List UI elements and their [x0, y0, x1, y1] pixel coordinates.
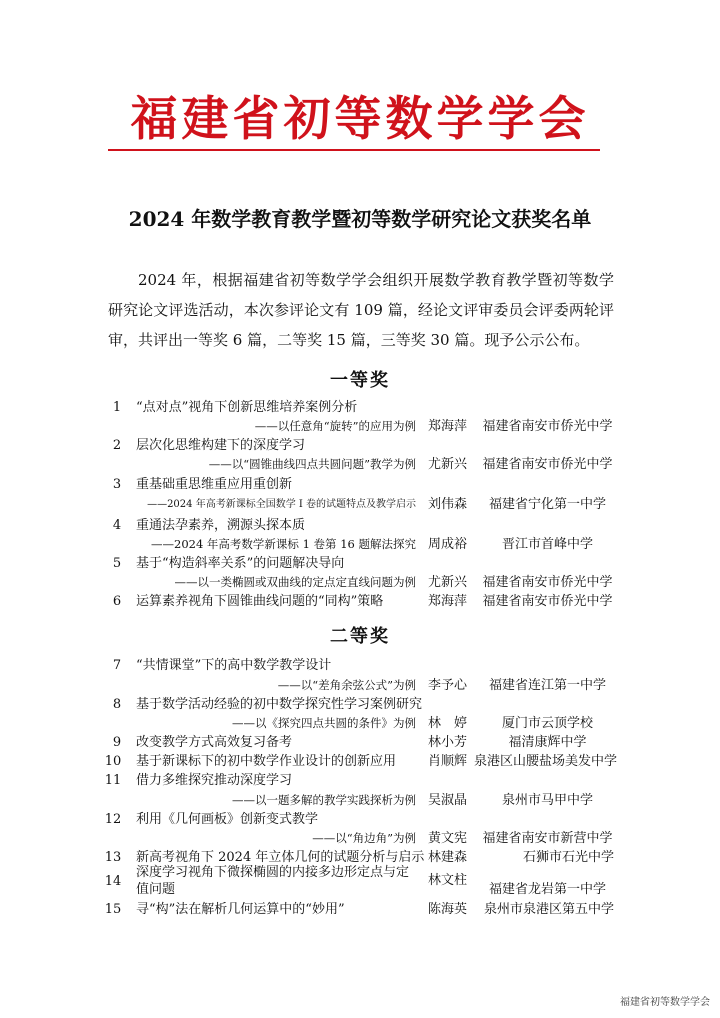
- entry-author: 李予心: [428, 678, 468, 693]
- entry-school: 福建省南安市新营中学: [482, 831, 613, 846]
- entry-subtitle: ——以“圆锥曲线四点共圆问题”教学为例: [208, 457, 416, 471]
- entry-title: “共情课堂”下的高中数学教学设计: [136, 658, 332, 673]
- entry-author: 林文柱: [428, 873, 468, 888]
- entry-school: 福建省连江第一中学: [488, 678, 606, 693]
- entry-number: 7: [112, 658, 122, 673]
- footer-watermark: 福建省初等数学学会: [620, 997, 710, 1008]
- entry-number: 11: [104, 773, 122, 788]
- entry-number: 14: [104, 874, 122, 889]
- entry-author: 林建森: [428, 850, 468, 865]
- entry-title: 基于数学活动经验的初中数学探究性学习案例研究: [136, 697, 423, 712]
- entry-number: 4: [112, 518, 122, 533]
- entry-title: 借力多维探究推动深度学习: [136, 773, 293, 788]
- entry-school: 福建省宁化第一中学: [488, 497, 606, 512]
- second-prize-heading: 二等奖: [330, 626, 390, 647]
- entry-author: 周成裕: [428, 537, 468, 552]
- entry-title: 重通法孕素养，溯源头探本质: [136, 518, 306, 533]
- entry-subtitle: ——以“角边角”为例: [312, 831, 416, 845]
- entry-subtitle: ——以一类椭圆或双曲线的定点定直线问题为例: [174, 575, 416, 589]
- entry-author: 尤新兴: [428, 575, 468, 590]
- entry-subtitle: ——以一题多解的教学实践探析为例: [232, 793, 416, 807]
- entry-title: 运算素养视角下圆锥曲线问题的“同构”策略: [136, 594, 384, 609]
- entry-author: 黄文宪: [428, 831, 468, 846]
- document-title: 2024 年数学教育教学暨初等数学研究论文获奖名单: [128, 207, 592, 231]
- entry-title: 改变教学方式高效复习备考: [136, 735, 293, 750]
- org-masthead: 福建省初等数学学会: [130, 92, 590, 147]
- entry-number: 2: [112, 438, 122, 453]
- entry-school: 福建省南安市侨光中学: [482, 457, 613, 472]
- entry-author: 林 婷: [428, 716, 468, 731]
- entry-number: 1: [112, 400, 122, 415]
- entry-number: 15: [104, 902, 122, 917]
- entry-title: 基于“构造斜率关系”的问题解决导向: [136, 556, 345, 571]
- entry-subtitle: ——以《探究四点共圆的条件》为例: [232, 716, 416, 730]
- entry-school: 福清康辉中学: [508, 735, 587, 750]
- entry-title: “点对点”视角下创新思维培养案例分析: [136, 400, 358, 415]
- first-prize-heading: 一等奖: [330, 370, 390, 391]
- entry-school: 石狮市石光中学: [522, 850, 614, 865]
- entry-title: 新高考视角下 2024 年立体几何的试题分析与启示: [136, 850, 425, 865]
- entry-title: 基于新课标下的初中数学作业设计的创新应用: [136, 754, 397, 769]
- entry-school: 福建省南安市侨光中学: [482, 594, 613, 609]
- entry-author: 刘伟森: [428, 497, 468, 512]
- entry-school: 泉港区山腰盐场美发中学: [474, 754, 618, 769]
- entry-author: 肖顺辉: [428, 754, 468, 769]
- entry-title: 寻“构”法在解析几何运算中的“妙用”: [136, 902, 345, 917]
- entry-school: 泉州市马甲中学: [501, 793, 593, 808]
- entry-author: 郑海萍: [428, 594, 468, 609]
- entry-number: 12: [104, 812, 122, 827]
- entry-title: 重基础重思维重应用重创新: [136, 477, 293, 492]
- entry-subtitle: ——以任意角“旋转”的应用为例: [254, 419, 416, 433]
- entry-author: 尤新兴: [428, 457, 468, 472]
- entry-number: 10: [104, 754, 122, 769]
- entry-author: 郑海萍: [428, 419, 468, 434]
- intro-paragraph: 2024 年，根据福建省初等数学学会组织开展数学教育教学暨初等数学研究论文评选活动，本次参评论文有 109 篇，经论文评审委员会评委两轮评审，共评出一等奖 6 篇，二等奖 15 篇，三等奖 30 篇。现予公示公布。: [108, 271, 614, 349]
- entry-school: 晋江市首峰中学: [501, 537, 593, 552]
- entry-author: 陈海英: [428, 902, 468, 917]
- entry-author: 吴淑晶: [428, 793, 468, 808]
- entry-number: 8: [112, 697, 122, 712]
- entry-title: 利用《几何画板》创新变式教学: [136, 812, 319, 827]
- entry-subtitle: ——以“差角余弦公式”为例: [277, 678, 416, 692]
- entry-number: 6: [112, 594, 122, 609]
- entry-title: 层次化思维构建下的深度学习: [136, 438, 306, 453]
- entry-school: 厦门市云顶学校: [501, 716, 593, 731]
- entry-number: 5: [112, 556, 122, 571]
- entry-author: 林小芳: [428, 735, 468, 750]
- entry-school: 福建省龙岩第一中学: [488, 882, 606, 897]
- entry-subtitle: ——2024 年高考数学新课标 1 卷第 16 题解法探究: [151, 537, 416, 551]
- entry-school: 福建省南安市侨光中学: [482, 419, 613, 434]
- entry-subtitle: ——2024 年高考新课标全国数学 I 卷的试题特点及教学启示: [147, 499, 416, 510]
- entry-title-continued: 值问题: [136, 882, 176, 897]
- entry-number: 9: [112, 735, 122, 750]
- entry-number: 13: [104, 850, 122, 865]
- header-divider: [108, 149, 600, 151]
- entry-title: 深度学习视角下微探椭圆的内接多边形定点与定: [136, 865, 410, 880]
- entry-school: 泉州市泉港区第五中学: [483, 902, 614, 917]
- entry-number: 3: [112, 477, 122, 492]
- entry-school: 福建省南安市侨光中学: [482, 575, 613, 590]
